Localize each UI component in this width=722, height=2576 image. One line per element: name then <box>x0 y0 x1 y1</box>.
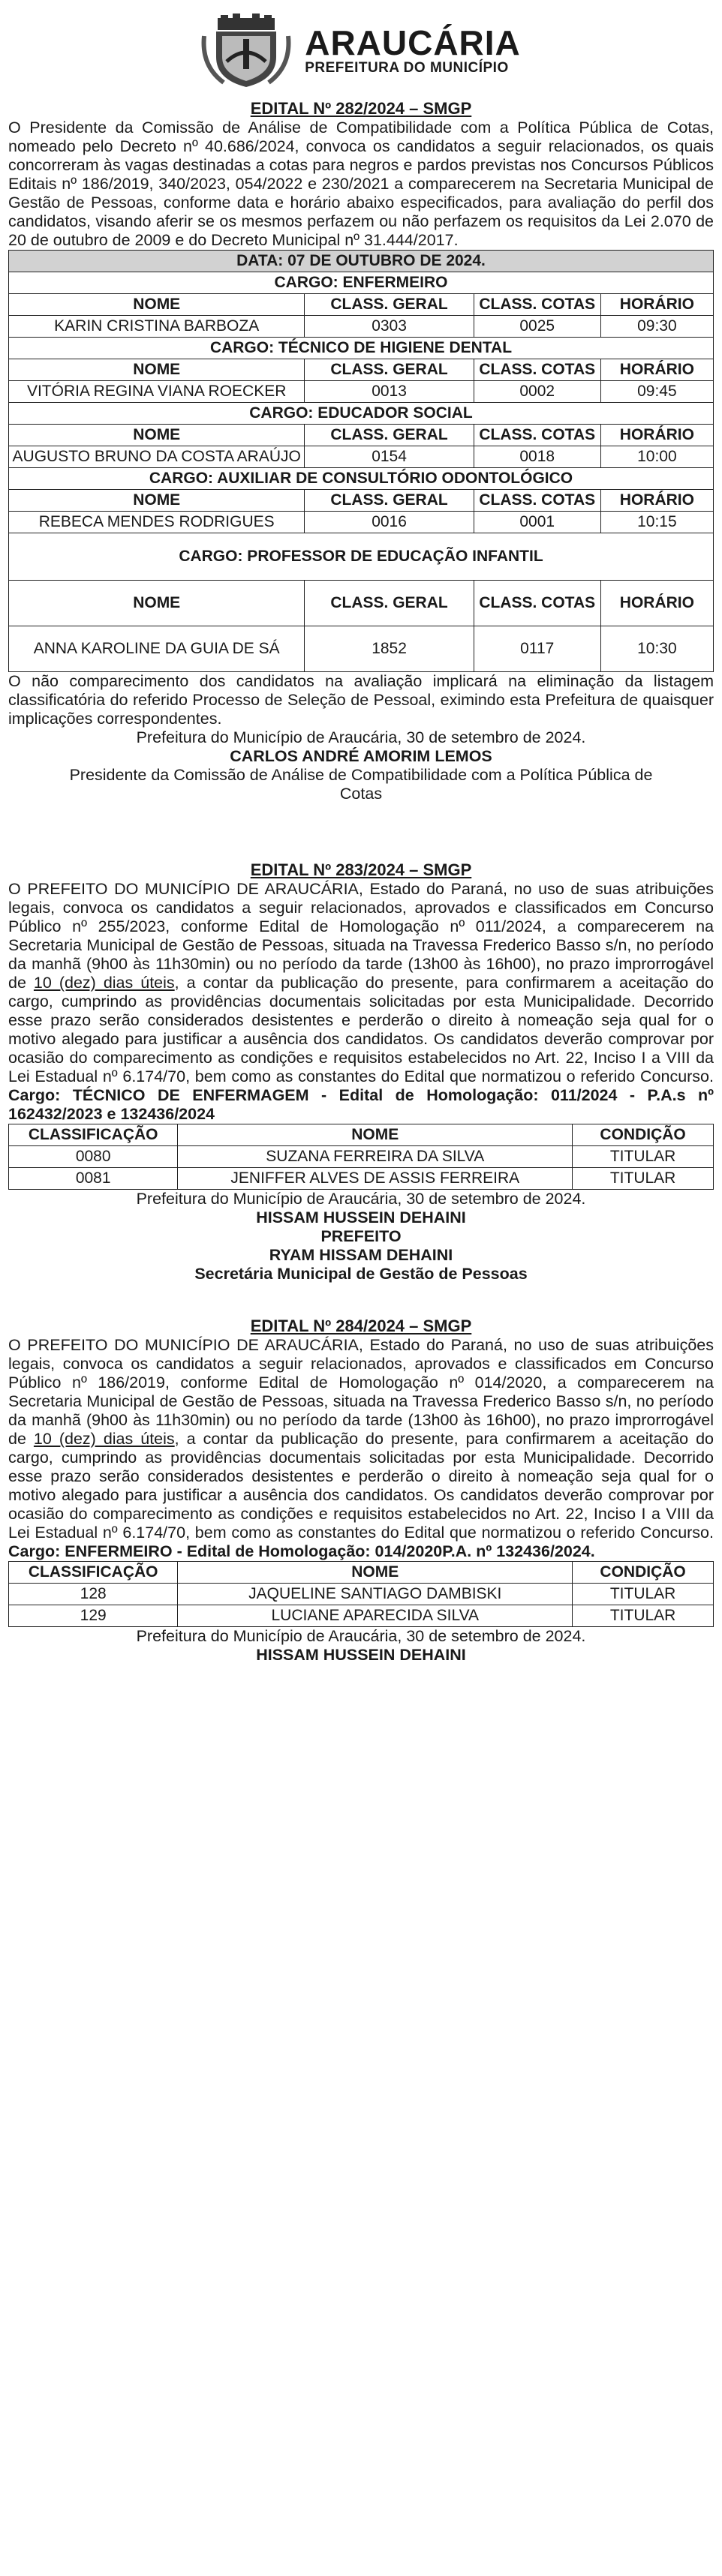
place-date: Prefeitura do Município de Araucária, 30 de setembro de 2024. <box>136 1190 586 1208</box>
edital-284-table <box>8 1561 714 1627</box>
prazo-text: 10 (dez) dias úteis <box>33 1430 175 1448</box>
col-nome: NOME <box>178 1124 573 1146</box>
col-class-geral: CLASS. GERAL <box>305 359 474 381</box>
coat-of-arms-icon <box>201 14 291 89</box>
date-row: DATA: 07 DE OUTUBRO DE 2024. <box>9 251 714 272</box>
table-row <box>9 626 714 672</box>
cargo-heading: CARGO: TÉCNICO DE HIGIENE DENTAL <box>9 338 714 359</box>
col-horario: HORÁRIO <box>600 490 713 512</box>
col-nome: NOME <box>9 490 305 512</box>
col-class-cotas: CLASS. COTAS <box>474 294 600 316</box>
candidate-name: REBECA MENDES RODRIGUES <box>9 512 305 533</box>
table-row <box>9 381 714 403</box>
secretary-role: Secretária Municipal de Gestão de Pessoas <box>194 1265 528 1283</box>
table-row <box>9 316 714 338</box>
class-geral: 1852 <box>305 626 474 672</box>
condicao: TITULAR <box>573 1584 714 1605</box>
masthead <box>8 14 714 89</box>
candidate-name: JAQUELINE SANTIAGO DAMBISKI <box>178 1584 573 1605</box>
table-row <box>9 1584 714 1605</box>
brand-subtitle: PREFEITURA DO MUNICÍPIO <box>305 60 509 76</box>
table-row <box>9 1605 714 1627</box>
col-class-geral: CLASS. GERAL <box>305 425 474 446</box>
col-class-geral: CLASS. GERAL <box>305 294 474 316</box>
class-geral: 0303 <box>305 316 474 338</box>
col-nome: NOME <box>178 1562 573 1584</box>
class-geral: 0016 <box>305 512 474 533</box>
prazo-text: 10 (dez) dias úteis <box>33 974 175 992</box>
horario: 10:30 <box>600 626 713 672</box>
col-horario: HORÁRIO <box>600 294 713 316</box>
candidate-name: VITÓRIA REGINA VIANA ROECKER <box>9 381 305 403</box>
col-classificacao: CLASSIFICAÇÃO <box>9 1562 178 1584</box>
table-row <box>9 512 714 533</box>
edital-284-body <box>8 1336 714 1561</box>
body-text: , a contar da publicação do presente, para confirmarem a aceitação do cargo, cumprindo as providências documentais solicitadas por esta Municipalidade. Decorrido esse prazo serão considerados desistentes e perderão o direito à nomeação seja qual for o motivo alegado para justificar a ausência dos candidatos. Os candidatos deverão comprovar por ocasião do comparecimento as condições e requisitos estabelecidos no Art. 22, Inciso I a VIII da Lei Estadual nº 6.174/70, bem como as constantes do Edital que normatizou o referido Concurso. <box>8 1430 714 1542</box>
class-cotas: 0002 <box>474 381 600 403</box>
class-geral: 0013 <box>305 381 474 403</box>
cargo-info: Cargo: TÉCNICO DE ENFERMAGEM - Edital de Homologação: 011/2024 - P.A.s nº 162432/2023 e 132436/2024 <box>8 1086 714 1123</box>
candidate-name: ANNA KAROLINE DA GUIA DE SÁ <box>9 626 305 672</box>
document-page <box>8 0 714 1665</box>
condicao: TITULAR <box>573 1168 714 1190</box>
class-cotas: 0001 <box>474 512 600 533</box>
col-class-cotas: CLASS. COTAS <box>474 359 600 381</box>
cargo-heading: CARGO: EDUCADOR SOCIAL <box>9 403 714 425</box>
candidate-name: LUCIANE APARECIDA SILVA <box>178 1605 573 1627</box>
body-text: O PREFEITO DO MUNICÍPIO DE ARAUCÁRIA, Estado do Paraná, no uso de suas atribuições legais, convoca os candidatos a seguir relacionados, aprovados e classificados em Concurso Público nº 186/2019, conforme Edital de Homologação nº 014/2020, a comparecerem na Secretaria Municipal de Gestão de Pessoas, situada na Travessa Frederico Basso s/n, no período da manhã (9h00 às 11h30min) ou no período da tarde (13h00 às 16h00), no prazo improrrogável de <box>8 1336 714 1448</box>
edital-282-body: O Presidente da Comissão de Análise de Compatibilidade com a Política Pública de Cotas, nomeado pelo Decreto nº 40.686/2024, convoca os candidatos a seguir relacionados, os quais concorreram às vagas destinadas a cotas para negros e pardos previstas nos Concursos Públicos Editais nº 186/2019, 340/2023, 054/2022 e 230/2021 a comparecerem na Secretaria Municipal de Gestão de Pessoas, conforme data e horário abaixo especificados, para avaliação do perfil dos candidatos, visando aferir se os mesmos perfazem ou não perfazem os requisitos da Lei 2.070 de 20 de outubro de 2009 e do Decreto Municipal nº 31.444/2017. <box>8 119 714 249</box>
secretary-name: RYAM HISSAM DEHAINI <box>269 1246 453 1264</box>
candidate-name: JENIFFER ALVES DE ASSIS FERREIRA <box>178 1168 573 1190</box>
classificacao: 128 <box>9 1584 178 1605</box>
col-class-geral: CLASS. GERAL <box>305 490 474 512</box>
col-condicao: CONDIÇÃO <box>573 1124 714 1146</box>
col-horario: HORÁRIO <box>600 359 713 381</box>
class-geral: 0154 <box>305 446 474 468</box>
col-horario: HORÁRIO <box>600 425 713 446</box>
col-nome: NOME <box>9 359 305 381</box>
table-row <box>9 446 714 468</box>
candidate-name: KARIN CRISTINA BARBOZA <box>9 316 305 338</box>
col-class-geral: CLASS. GERAL <box>305 581 474 626</box>
place-date: Prefeitura do Município de Araucária, 30 de setembro de 2024. <box>136 1627 586 1645</box>
edital-283-title: EDITAL Nº 283/2024 – SMGP <box>250 860 472 879</box>
classificacao: 0081 <box>9 1168 178 1190</box>
table-row <box>9 1146 714 1168</box>
col-nome: NOME <box>9 581 305 626</box>
cargo-info: Cargo: ENFERMEIRO - Edital de Homologação: 014/2020P.A. nº 132436/2024. <box>8 1542 595 1560</box>
mayor-role: PREFEITO <box>320 1227 402 1245</box>
col-class-cotas: CLASS. COTAS <box>474 490 600 512</box>
body-text: , a contar da publicação do presente, para confirmarem a aceitação do cargo, cumprindo as providências documentais solicitadas por esta Municipalidade. Decorrido esse prazo serão considerados desistentes e perderão o direito à nomeação seja qual for o motivo alegado para justificar a ausência dos candidatos. Os candidatos deverão comprovar por ocasião do comparecimento as condições e requisitos estabelecidos no Art. 22, Inciso I a VIII da Lei Estadual nº 6.174/70, bem como as constantes do Edital que normatizou o referido Concurso. <box>8 974 714 1085</box>
col-horario: HORÁRIO <box>600 581 713 626</box>
horario: 09:45 <box>600 381 713 403</box>
col-classificacao: CLASSIFICAÇÃO <box>9 1124 178 1146</box>
horario: 10:00 <box>600 446 713 468</box>
place-date: Prefeitura do Município de Araucária, 30 de setembro de 2024. <box>136 728 586 746</box>
edital-284-title: EDITAL Nº 284/2024 – SMGP <box>250 1317 472 1335</box>
class-cotas: 0018 <box>474 446 600 468</box>
horario: 09:30 <box>600 316 713 338</box>
edital-282-table <box>8 250 714 672</box>
signer-role: Presidente da Comissão de Análise de Compatibilidade com a Política Pública de Cotas <box>69 766 653 803</box>
col-class-cotas: CLASS. COTAS <box>474 425 600 446</box>
signer-name: CARLOS ANDRÉ AMORIM LEMOS <box>230 747 492 765</box>
cargo-heading: CARGO: AUXILIAR DE CONSULTÓRIO ODONTOLÓGICO <box>9 468 714 490</box>
candidate-name: AUGUSTO BRUNO DA COSTA ARAÚJO <box>9 446 305 468</box>
classificacao: 129 <box>9 1605 178 1627</box>
edital-283-table <box>8 1124 714 1190</box>
condicao: TITULAR <box>573 1146 714 1168</box>
col-nome: NOME <box>9 294 305 316</box>
cargo-heading: CARGO: PROFESSOR DE EDUCAÇÃO INFANTIL <box>9 533 714 581</box>
horario: 10:15 <box>600 512 713 533</box>
class-cotas: 0117 <box>474 626 600 672</box>
edital-282-closing: O não comparecimento dos candidatos na avaliação implicará na eliminação da listagem classificatória do referido Processo de Seleção de Pessoal, eximindo esta Prefeitura de quaisquer implicações correspondentes. <box>8 672 714 728</box>
condicao: TITULAR <box>573 1605 714 1627</box>
table-row <box>9 1168 714 1190</box>
edital-282-title: EDITAL Nº 282/2024 – SMGP <box>250 99 472 118</box>
mayor-name: HISSAM HUSSEIN DEHAINI <box>256 1646 466 1664</box>
classificacao: 0080 <box>9 1146 178 1168</box>
edital-283-body <box>8 880 714 1124</box>
class-cotas: 0025 <box>474 316 600 338</box>
mayor-name: HISSAM HUSSEIN DEHAINI <box>256 1208 466 1226</box>
body-text: O PREFEITO DO MUNICÍPIO DE ARAUCÁRIA, Estado do Paraná, no uso de suas atribuições legais, convoca os candidatos a seguir relacionados, aprovados e classificados em Concurso Público nº 255/2023, conforme Edital de Homologação nº 011/2024, a comparecerem na Secretaria Municipal de Gestão de Pessoas, situada na Travessa Frederico Basso s/n, no período da manhã (9h00 às 11h30min) ou no período da tarde (13h00 às 16h00), no prazo improrrogável de <box>8 880 714 992</box>
col-nome: NOME <box>9 425 305 446</box>
col-class-cotas: CLASS. COTAS <box>474 581 600 626</box>
cargo-heading: CARGO: ENFERMEIRO <box>9 272 714 294</box>
col-condicao: CONDIÇÃO <box>573 1562 714 1584</box>
candidate-name: SUZANA FERREIRA DA SILVA <box>178 1146 573 1168</box>
brand-name: ARAUCÁRIA <box>305 23 521 62</box>
